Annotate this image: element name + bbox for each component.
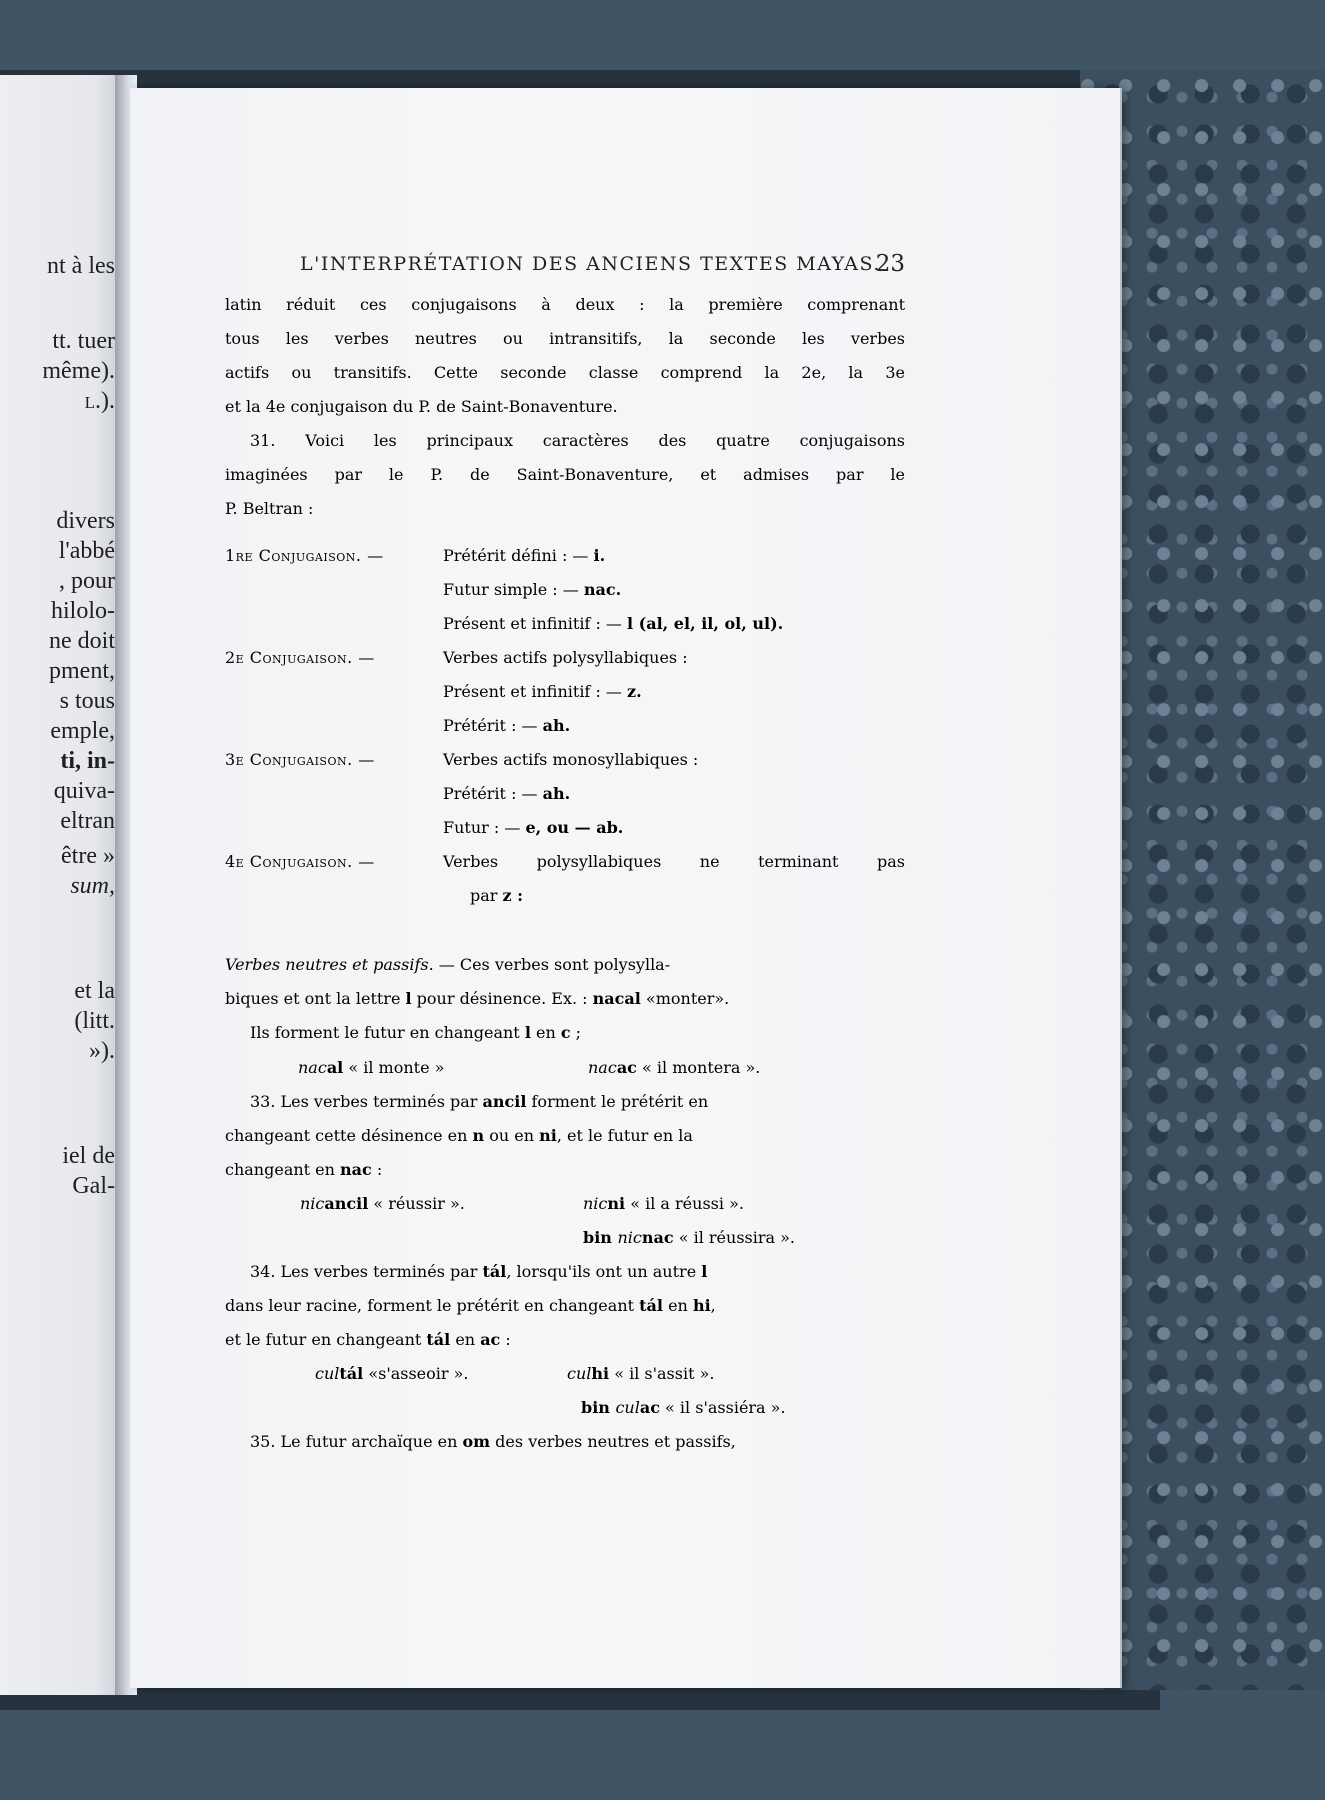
- left-line: ti, in-: [60, 748, 115, 774]
- running-title: L'INTERPRÉTATION DES ANCIENS TEXTES MAYAS.: [300, 253, 881, 275]
- example-line: nicni « il a réussi ».: [583, 1194, 744, 1213]
- text-line: 31. Voici les principaux caractères des quatre conjugaisons: [250, 431, 905, 450]
- left-line: tt. tuer: [52, 328, 115, 354]
- text-line: 35. Le futur archaïque en om des verbes neutres et passifs,: [250, 1432, 736, 1451]
- text-line: Présent et infinitif : — z.: [443, 682, 642, 701]
- left-line: Gal-: [72, 1173, 115, 1199]
- left-line: l'abbé: [58, 538, 115, 564]
- left-line: et la: [74, 978, 115, 1004]
- text-line: Ils forment le futur en changeant l en c ;: [250, 1023, 582, 1042]
- text-line: et le futur en changeant tál en ac :: [225, 1330, 511, 1349]
- conjugation-label: 4e Conjugaison. —: [225, 852, 375, 871]
- text-line: Présent et infinitif : — l (al, el, il, ol, ul).: [443, 614, 784, 633]
- text-line: 34. Les verbes terminés par tál, lorsqu'ils ont un autre l: [250, 1262, 708, 1281]
- text-line: Verbes actifs polysyllabiques :: [443, 648, 688, 667]
- text-line: et la 4e conjugaison du P. de Saint-Bonaventure.: [225, 397, 618, 416]
- text-line: Futur simple : — nac.: [443, 580, 622, 599]
- example-line: nacac « il montera ».: [588, 1058, 761, 1077]
- example-line: nacal « il monte »: [298, 1058, 445, 1077]
- left-line: même).: [42, 358, 115, 384]
- text-line: par z :: [470, 886, 524, 905]
- conjugation-label: 2e Conjugaison. —: [225, 648, 375, 667]
- text-line: latin réduit ces conjugaisons à deux : la première comprenant: [225, 295, 905, 314]
- left-line: emple,: [50, 718, 115, 744]
- left-line: (litt.: [74, 1008, 115, 1034]
- text-line: Prétérit : — ah.: [443, 716, 571, 735]
- text-line: Prétérit : — ah.: [443, 784, 571, 803]
- previous-page-edge: [0, 75, 125, 1695]
- left-line: sum,: [70, 873, 115, 899]
- text-line: Verbes actifs monosyllabiques :: [443, 750, 699, 769]
- example-line: culhi « il s'assit ».: [567, 1364, 715, 1383]
- left-line: hilolo-: [51, 598, 115, 624]
- text-line: changeant cette désinence en n ou en ni, et le futur en la: [225, 1126, 693, 1145]
- left-line: iel de: [62, 1143, 115, 1169]
- text-line: actifs ou transitifs. Cette seconde classe comprend la 2e, la 3e: [225, 363, 905, 382]
- left-line: être »: [61, 843, 115, 869]
- text-line: imaginées par le P. de Saint-Bonaventure, et admises par le: [225, 465, 905, 484]
- text-line: changeant en nac :: [225, 1160, 383, 1179]
- running-header: [300, 253, 905, 275]
- left-line: divers: [56, 508, 115, 534]
- example-line: cultál «s'asseoir ».: [315, 1364, 469, 1383]
- example-line: bin culac « il s'assiéra ».: [581, 1398, 786, 1417]
- left-line: nt à les: [47, 253, 115, 279]
- text-line: Verbes polysyllabiques ne terminant pas: [443, 852, 905, 871]
- left-line: l.).: [84, 388, 115, 414]
- text-line: 33. Les verbes terminés par ancil forment le prétérit en: [250, 1092, 709, 1111]
- text-line: dans leur racine, forment le prétérit en changeant tál en hi,: [225, 1296, 716, 1315]
- left-line: , pour: [59, 568, 115, 594]
- text-line: tous les verbes neutres ou intransitifs, la seconde les verbes: [225, 329, 905, 348]
- left-line: ne doit: [49, 628, 115, 654]
- text-line: Verbes neutres et passifs. — Ces verbes sont polysylla-: [225, 955, 671, 974]
- left-line: quiva-: [53, 778, 115, 804]
- left-line: »).: [89, 1038, 115, 1064]
- text-line: P. Beltran :: [225, 499, 314, 518]
- text-line: biques et ont la lettre l pour désinence. Ex. : nacal «monter».: [225, 989, 730, 1008]
- left-line: pment,: [49, 658, 115, 684]
- conjugation-label: 1re Conjugaison. —: [225, 546, 384, 565]
- conjugation-label: 3e Conjugaison. —: [225, 750, 375, 769]
- left-line: s tous: [59, 688, 115, 714]
- text-line: Prétérit défini : — i.: [443, 546, 606, 565]
- page-number: 23: [875, 251, 905, 277]
- example-line: bin nicnac « il réussira ».: [583, 1228, 795, 1247]
- left-line: eltran: [60, 808, 115, 834]
- text-line: Futur : — e, ou — ab.: [443, 818, 624, 837]
- example-line: nicancil « réussir ».: [300, 1194, 465, 1213]
